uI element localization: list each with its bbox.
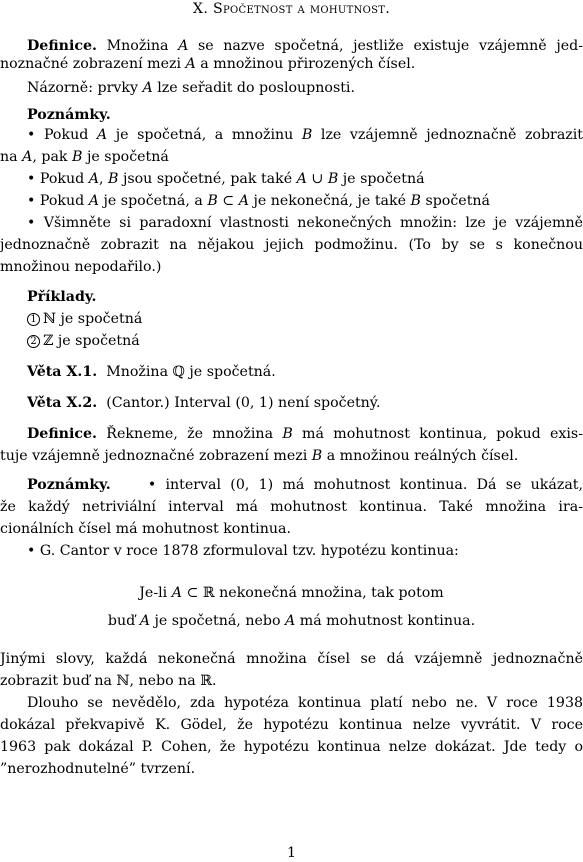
math-symbol: A <box>96 127 108 143</box>
math-symbol: A <box>296 171 307 187</box>
text-line: buď A je spočetná, nebo A má mohutnost kontinua. <box>107 613 476 629</box>
text-line: že každý netriviální interval má mohutnost kontinua. Také množina ira- <box>0 499 583 515</box>
text-line: Poznámky. • interval (0, 1) má mohutnost kontinua. Dá se ukázat, <box>27 477 583 493</box>
text-line: Definice. Množina A se nazve spočetná, jestliže existuje vzájemně jed- <box>27 38 583 54</box>
math-symbol: B <box>72 149 83 165</box>
bold-heading: Poznámky. <box>27 107 111 123</box>
bold-heading: Věta X.2. <box>27 395 98 411</box>
text-line: Názorně: prvky A lze seřadit do posloupnosti. <box>27 80 355 96</box>
text-line: Dlouho se nevědělo, zda hypotéza kontinua platí nebo ne. V roce 1938 <box>27 695 583 711</box>
circled-number: 1 <box>27 313 40 326</box>
bold-heading: Definice. <box>27 426 97 442</box>
page-number: 1 <box>286 845 297 861</box>
math-symbol: A <box>88 193 99 209</box>
text-line: na A, pak B je spočetná <box>0 149 169 165</box>
text-line: • Všimněte si paradoxní vlastnosti nekonečných množin: lze je vzájemně <box>27 215 583 231</box>
math-symbol: A <box>171 585 182 601</box>
math-symbol: A <box>88 171 99 187</box>
text-line: • Pokud A je spočetná, a množinu B lze vzájemně jednoznačně zobrazit <box>27 127 583 143</box>
text-line <box>27 288 96 306</box>
math-symbol: A <box>142 80 153 96</box>
bold-heading: Věta X.1. <box>27 364 98 380</box>
text-line: 2 ℤ je spočetná <box>27 332 140 350</box>
math-symbol: B <box>410 193 421 209</box>
text-line: Jinými slovy, každá nekonečná množina čísel se dá vzájemně jednoznačně <box>0 651 583 667</box>
text-line: Definice. Řekneme, že množina B má mohutnost kontinua, pokud exis- <box>27 426 583 442</box>
text-line: množinou nepodařilo.) <box>0 259 162 275</box>
text-line: Je-li A ⊂ ℝ nekonečná množina, tak potom <box>139 585 444 601</box>
math-symbol: A <box>185 56 196 72</box>
math-symbol: B <box>301 127 313 143</box>
math-symbol: B <box>207 193 218 209</box>
bold-heading: Definice. <box>27 38 97 54</box>
math-symbol: A <box>22 149 33 165</box>
text-line: • Pokud A je spočetná, a B ⊂ A je nekonečná, je také B spočetná <box>27 193 490 209</box>
math-symbol: A <box>139 613 150 629</box>
text-line: ”nerozhodnutelné” tvrzení. <box>0 761 196 777</box>
text-line: jednoznačně zobrazit na nějakou jejich podmožinu. (To by se s konečnou <box>0 237 583 253</box>
math-symbol: B <box>108 171 119 187</box>
text-line: • Pokud A, B jsou spočetné, pak také A ∪ B je spočetná <box>27 171 425 187</box>
circled-number: 2 <box>27 335 40 348</box>
text-line: 1963 pak dokázal P. Cohen, že hypotézu kontinua nelze dokázat. Jde tedy o <box>0 739 583 755</box>
text-line: • G. Cantor v roce 1878 zformuloval tzv. hypotézu kontinua: <box>27 543 459 559</box>
math-symbol: B <box>282 426 293 442</box>
text-line: cionálních čísel má mohutnost kontinua. <box>0 521 291 537</box>
text-line: dokázal překvapivě K. Gödel, že hypotézu kontinua nelze vyvrátit. V roce <box>0 717 583 733</box>
text-line: tuje vzájemně jednoznačné zobrazení mezi B a množinou reálných čísel. <box>0 448 519 464</box>
bold-heading: Příklady. <box>27 289 97 305</box>
page-title: X. Spočetnost a mohutnost. <box>192 1 391 17</box>
math-symbol: B <box>327 171 339 187</box>
text-line: noznačné zobrazení mezi A a množinou přirozených čísel. <box>0 56 416 72</box>
math-symbol: A <box>238 193 249 209</box>
math-symbol: A <box>178 38 189 54</box>
text-line: zobrazit buď na ℕ, nebo na ℝ. <box>0 673 217 689</box>
text-line <box>27 106 111 124</box>
text-line: Věta X.2. (Cantor.) Interval (0, 1) není spočetný. <box>27 395 381 411</box>
math-symbol: B <box>311 448 323 464</box>
math-symbol: A <box>285 613 296 629</box>
text-line: 1 ℕ je spočetná <box>27 310 142 328</box>
bold-heading: Poznámky. <box>27 477 111 493</box>
text-line: Věta X.1. Množina ℚ je spočetná. <box>27 364 276 380</box>
